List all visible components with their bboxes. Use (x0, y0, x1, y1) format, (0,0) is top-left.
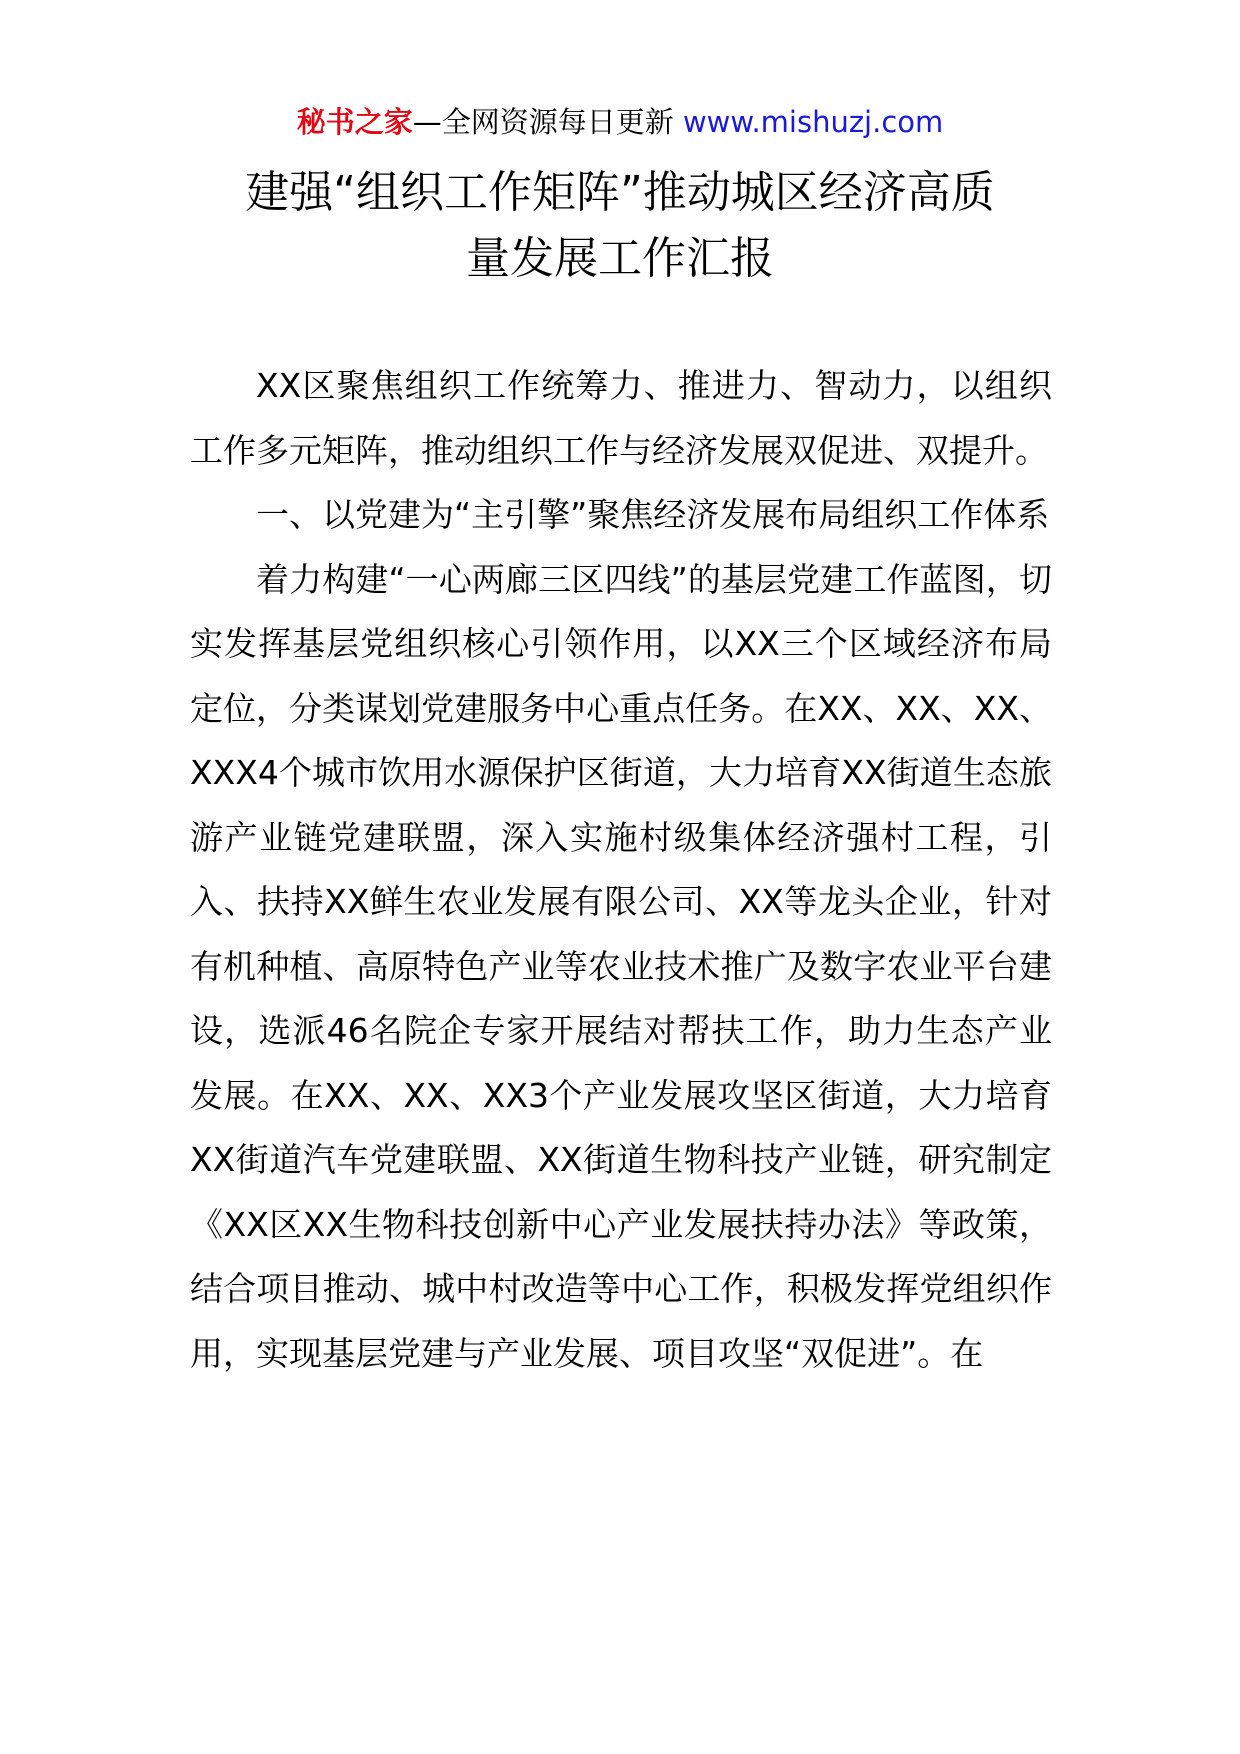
body-paragraph: 着力构建“一心两廊三区四线”的基层党建工作蓝图，切实发挥基层党组织核心引领作用，以XX三个区域经济布局定位，分类谋划党建服务中心重点任务。在XX、XX、XX、XXX4个城市饮用水源保护区街道，大力培育XX街道生态旅游产业链党建联盟，深入实施村级集体经济强村工程，引入、扶持XX鲜生农业发展有限公司、XX等龙头企业，针对有机种植、高原特色产业等农业技术推广及数字农业平台建设，选派46名院企专家开展结对帮扶工作，助力生态产业发展。在XX、XX、XX3个产业发展攻坚区街道，大力培育XX街道汽车党建联盟、XX街道生物科技产业链，研究制定《XX区XX生物科技创新中心产业发展扶持办法》等政策，结合项目推动、城中村改造等中心工作，积极发挥党组织作用，实现基层党建与产业发展、项目攻坚“双促进”。在 (190, 559, 1052, 1373)
brand-name: 秘书之家 (296, 105, 413, 139)
section-heading: 一、以党建为“主引擎”聚焦经济发展布局组织工作体系 (256, 495, 1050, 534)
title-line-2: 量发展工作汇报 (466, 233, 774, 284)
title-line-1: 建强“组织工作矩阵”推动城区经济高质 (245, 167, 995, 218)
header-banner (0, 102, 1240, 142)
intro-paragraph: XX区聚焦组织工作统筹力、推进力、智动力，以组织工作多元矩阵，推动组织工作与经济发展双促进、双提升。 (190, 366, 1052, 470)
brand-tagline: —全网资源每日更新 (412, 105, 674, 139)
document-body (190, 354, 1052, 1386)
document-title (160, 160, 1080, 292)
site-url-link[interactable]: www.mishuzj.com (682, 105, 944, 139)
